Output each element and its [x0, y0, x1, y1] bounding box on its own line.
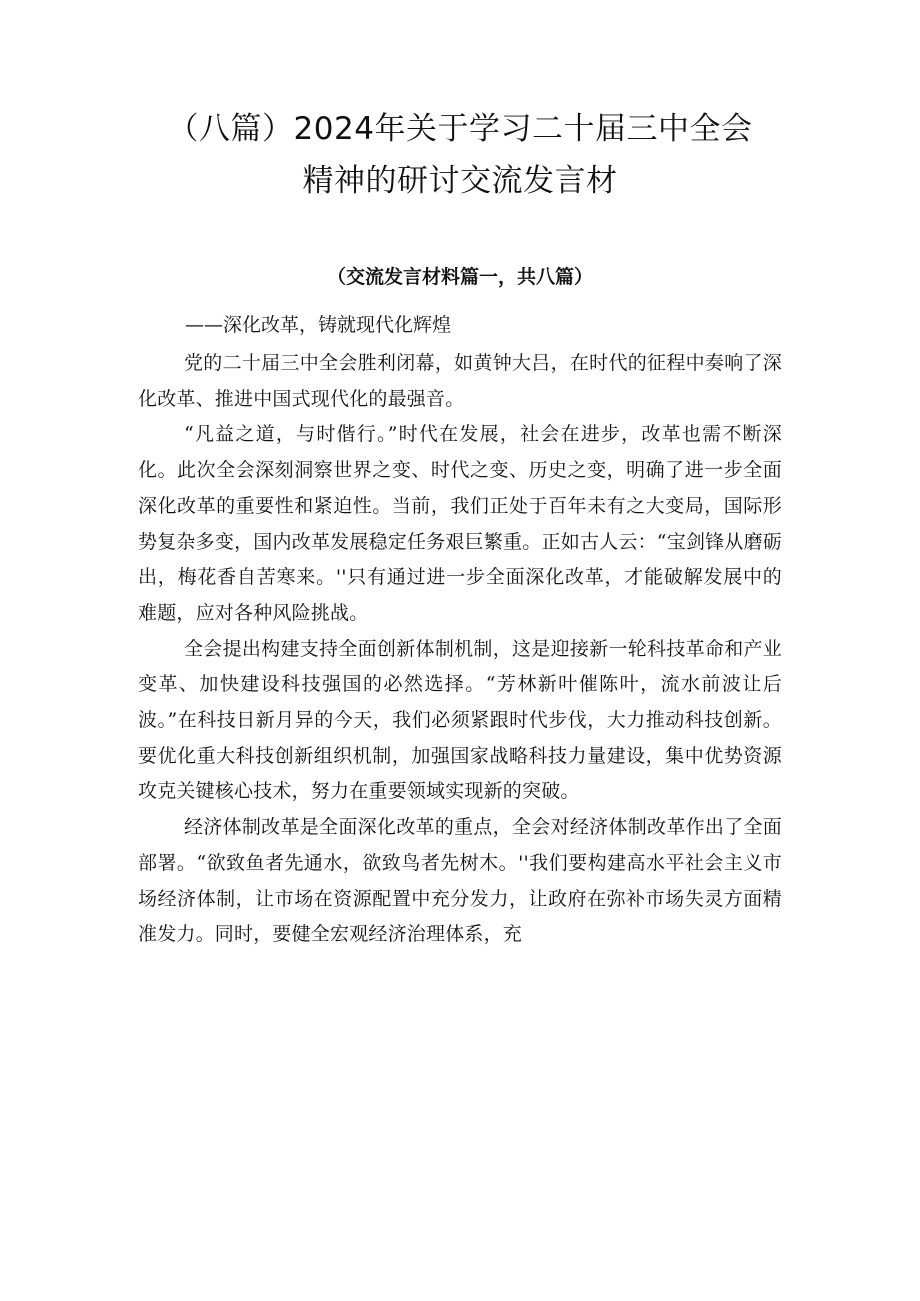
- section-tagline: ——深化改革，铸就现代化辉煌: [185, 314, 452, 336]
- title-line-1: （八篇）2024年关于学习二十届三中全会: [167, 111, 753, 147]
- paragraph: 经济体制改革是全面深化改革的重点，全会对经济体制改革作出了全面部署。“欲致鱼者先通水，欲致鸟者先树木。''我们要构建高水平社会主义市场经济体制，让市场在资源配置中充分发力，让政府在弥补市场失灵方面精准发力。同时，要健全宏观经济治理体系，充: [138, 816, 782, 946]
- paragraph: “凡益之道，与时偕行。”时代在发展，社会在进步，改革也需不断深化。此次全会深刻洞察世界之变、时代之变、历史之变，明确了进一步全面深化改革的重要性和紧迫性。当前，我们正处于百年未有之大变局，国际形势复杂多变，国内改革发展稳定任务艰巨繁重。正如古人云：“宝剑锋从磨砺出，梅花香自苦寒来。''只有通过进一步全面深化改革，才能破解发展中的难题，应对各种风险挑战。: [138, 423, 782, 624]
- paragraph: 全会提出构建支持全面创新体制机制，这是迎接新一轮科技革命和产业变革、加快建设科技强国的必然选择。“芳林新叶催陈叶，流水前波让后波。”在科技日新月异的今天，我们必须紧跟时代步伐，大力推动科技创新。要优化重大科技创新组织机制，加强国家战略科技力量建设，集中优势资源攻克关键核心技术，努力在重要领域实现新的突破。: [138, 637, 782, 803]
- body-text: [138, 346, 782, 953]
- title-line-2: 精神的研讨交流发言材: [302, 163, 618, 199]
- section-subtitle: （交流发言材料篇一，共八篇）: [326, 266, 593, 288]
- document-title: [100, 103, 820, 207]
- paragraph: 党的二十届三中全会胜利闭幕，如黄钟大吕，在时代的征程中奏响了深化改革、推进中国式现代化的最强音。: [138, 352, 782, 410]
